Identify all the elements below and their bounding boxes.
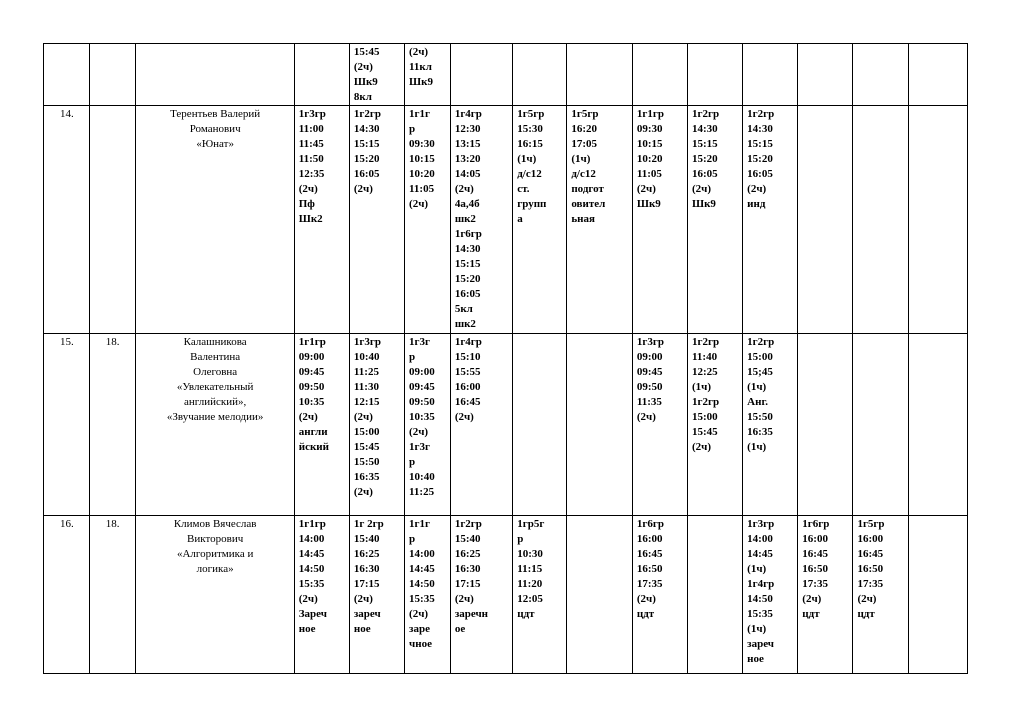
schedule-body [44,44,968,674]
schedule-line: д/с12 [571,168,596,180]
schedule-cell [798,516,853,674]
schedule-cell [908,106,967,334]
schedule-line: (2ч) [692,441,712,453]
schedule-line: 16:25 [353,548,380,560]
schedule-line: р [409,123,416,135]
schedule-cell [567,334,633,516]
schedule-line: 16:45 [857,548,884,560]
schedule-cell [513,106,567,334]
schedule-line: 11:05 [636,168,662,180]
schedule-cell [908,334,967,516]
schedule-line: 10:35 [409,411,435,423]
schedule-line: 16:25 [454,548,481,560]
schedule-line: 1г6гр [802,518,830,530]
schedule-cell [688,44,743,106]
schedule-line: а [517,213,523,225]
schedule-cell [798,106,853,334]
schedule-line: 14:30 [692,123,718,135]
schedule-line: ное [298,623,316,635]
schedule-cell [294,516,349,674]
schedule-cell [567,44,633,106]
schedule-line: 09:00 [298,351,325,363]
schedule-line: 15:20 [747,153,773,165]
teacher-cell [135,516,294,674]
schedule-cell [798,334,853,516]
schedule-line: 09:30 [409,138,435,150]
schedule-cell [853,106,908,334]
schedule-line: цдт [857,608,875,620]
schedule-line: 15:15 [692,138,718,150]
schedule-cell [743,516,798,674]
schedule-line: 09:30 [636,123,663,135]
schedule-line: (1ч) [517,153,537,165]
teacher-line: английский», [184,396,247,408]
schedule-line: 17:15 [353,578,380,590]
schedule-cell [450,334,512,516]
schedule-line: 12:05 [517,593,543,605]
schedule-line: 1г3г [409,336,431,348]
schedule-line: 1г1г [409,108,431,120]
schedule-cell [743,106,798,334]
schedule-line: (2ч) [353,486,373,498]
schedule-line: (2ч) [353,593,373,605]
row-secondary-number [89,44,135,106]
schedule-line: ое [454,623,466,635]
schedule-cell [688,106,743,334]
schedule-line: Шк2 [298,213,323,225]
schedule-line: 10:15 [636,138,663,150]
schedule-cell [294,334,349,516]
schedule-line: 1г4гр [454,108,482,120]
schedule-line: 16:00 [636,533,663,545]
schedule-line: 1г2гр [692,108,720,120]
schedule-line: 14:05 [454,168,481,180]
schedule-line: 1г2гр [353,108,381,120]
schedule-line: (1ч) [747,563,767,575]
schedule-line: 11:05 [409,183,435,195]
schedule-line: 1г 2гр [353,518,384,530]
schedule-line: 1г5гр [571,108,599,120]
schedule-line: 1г1г [409,518,431,530]
schedule-line: 10:20 [409,168,435,180]
schedule-line: 17:35 [636,578,663,590]
schedule-line: групп [517,198,547,210]
schedule-line: 15:20 [692,153,718,165]
schedule-line: 15:15 [747,138,773,150]
schedule-line: 16:35 [747,426,773,438]
schedule-line: 15:15 [454,258,481,270]
schedule-cell [349,106,404,334]
row-number: 14. [44,106,90,334]
schedule-line: (2ч) [298,593,318,605]
schedule-line: Шк9 [636,198,661,210]
schedule-cell [405,334,451,516]
schedule-line: (2ч) [636,183,656,195]
schedule-line: 15:35 [409,593,435,605]
schedule-line: 15:40 [454,533,481,545]
schedule-line: (2ч) [409,608,429,620]
schedule-line: 14:50 [409,578,435,590]
schedule-cell [349,334,404,516]
schedule-line: 14:00 [409,548,435,560]
schedule-line: 1г4гр [747,578,775,590]
schedule-line: (1ч) [747,623,767,635]
schedule-line: 15:30 [517,123,543,135]
schedule-line: 1г2гр [747,336,775,348]
schedule-line: ное [353,623,371,635]
schedule-line: Шк9 [353,76,378,88]
schedule-line: 09:45 [636,366,663,378]
schedule-line: Шк9 [409,76,433,88]
schedule-cell [632,516,687,674]
schedule-line: 16:50 [802,563,828,575]
teacher-line: «Алгоритмика и [176,548,254,560]
schedule-line: (2ч) [409,426,429,438]
schedule-line: 10:20 [636,153,663,165]
schedule-line: (2ч) [353,183,373,195]
schedule-cell [632,334,687,516]
teacher-line: Викторович [187,533,244,545]
schedule-line: 15;45 [747,366,773,378]
schedule-line: 14:45 [298,548,325,560]
schedule-line: 1г3гр [747,518,775,530]
schedule-cell [632,44,687,106]
schedule-line: 11:30 [353,381,379,393]
schedule-line: 1г2гр [692,396,720,408]
schedule-line: 15:45 [692,426,718,438]
schedule-line: 09:00 [409,366,435,378]
schedule-line: 1гр5г [517,518,545,530]
schedule-line: (2ч) [353,61,373,73]
schedule-line: 16:05 [454,288,481,300]
schedule-line: 15:10 [454,351,481,363]
schedule-line: 1г3гр [353,336,381,348]
schedule-line: 16:00 [857,533,884,545]
schedule-cell [853,44,908,106]
teacher-cell [135,106,294,334]
schedule-line: 11кл [409,61,432,73]
teacher-cell [135,44,294,106]
schedule-line: (1ч) [692,381,712,393]
schedule-cell [688,516,743,674]
schedule-line: 1г2гр [454,518,482,530]
schedule-cell [450,44,512,106]
schedule-line: 16:15 [517,138,543,150]
schedule-line: (2ч) [409,46,429,58]
schedule-line: (2ч) [353,411,373,423]
schedule-line: 11:20 [517,578,543,590]
teacher-line: «Увлекательный [176,381,254,393]
schedule-cell [294,106,349,334]
table-row [44,516,968,674]
schedule-line: Пф [298,198,315,210]
schedule-line: 15:45 [353,46,380,58]
teacher-line: Олеговна [193,366,238,378]
row-number: 16. [44,516,90,674]
schedule-line: Зареч [298,608,327,620]
schedule-line: 11:45 [298,138,324,150]
schedule-cell [294,44,349,106]
schedule-line: 11:50 [298,153,324,165]
schedule-line: (1ч) [747,441,767,453]
schedule-cell [853,516,908,674]
schedule-line: 1г6гр [636,518,664,530]
schedule-line: 14:30 [353,123,380,135]
schedule-line: (2ч) [298,411,318,423]
schedule-line: 5кл [454,303,473,315]
schedule-line: 17:15 [454,578,481,590]
schedule-line: (2ч) [636,593,656,605]
schedule-cell [450,516,512,674]
schedule-cell [567,106,633,334]
schedule-line: 13:15 [454,138,481,150]
teacher-line: «Звучание мелодии» [166,411,264,423]
schedule-line: (1ч) [571,153,591,165]
schedule-table [43,43,968,674]
schedule-line: зареч [747,638,775,650]
schedule-line: 16:05 [747,168,773,180]
schedule-line: 15:15 [353,138,380,150]
teacher-line: Романович [189,123,241,135]
schedule-line: Шк9 [692,198,716,210]
schedule-line: 15:40 [353,533,380,545]
schedule-cell [632,106,687,334]
schedule-line: инд [747,198,766,210]
schedule-cell [908,516,967,674]
schedule-cell [688,334,743,516]
schedule-cell [349,516,404,674]
schedule-cell [513,44,567,106]
schedule-line: 14:45 [747,548,773,560]
schedule-cell [349,44,404,106]
schedule-line: 16:45 [802,548,828,560]
schedule-line: 1г5гр [517,108,545,120]
schedule-cell [513,334,567,516]
schedule-line: 12:15 [353,396,380,408]
row-secondary-number: 18. [89,516,135,674]
schedule-line: 1г2гр [747,108,775,120]
schedule-line: шк2 [454,213,476,225]
schedule-line: 1г3гр [636,336,664,348]
schedule-line: 10:30 [517,548,543,560]
schedule-line: 11:25 [353,366,379,378]
schedule-line: 1г1гр [298,518,326,530]
schedule-line: 16:35 [353,471,380,483]
schedule-line: 15:00 [692,411,718,423]
schedule-line: 12:35 [298,168,325,180]
schedule-line: 8кл [353,91,372,103]
table-row [44,334,968,516]
schedule-line: цдт [802,608,820,620]
schedule-line: ное [747,653,764,665]
schedule-line: 16:30 [454,563,481,575]
schedule-line: 1г3г [409,441,431,453]
row-number [44,44,90,106]
schedule-line: 09:50 [636,381,663,393]
schedule-line: 14:30 [747,123,773,135]
schedule-line: 11:35 [636,396,662,408]
schedule-line: 09:50 [409,396,435,408]
schedule-line: 15:35 [298,578,325,590]
schedule-line: 12:25 [692,366,718,378]
schedule-line: (2ч) [454,593,474,605]
schedule-line: (1ч) [747,381,767,393]
schedule-line: 4а,4б [454,198,480,210]
table-row [44,44,968,106]
schedule-line: 11:25 [409,486,435,498]
schedule-line: 14:50 [298,563,325,575]
schedule-line: 15:55 [454,366,481,378]
schedule-line: 17:05 [571,138,597,150]
schedule-line: 16:20 [571,123,597,135]
schedule-line: 16:50 [636,563,663,575]
schedule-line: 15:45 [353,441,380,453]
schedule-line: 16:30 [353,563,380,575]
schedule-line: цдт [517,608,535,620]
schedule-line: 11:40 [692,351,718,363]
schedule-cell [743,44,798,106]
schedule-line: (2ч) [454,411,474,423]
schedule-line: 16:00 [802,533,828,545]
schedule-cell [513,516,567,674]
schedule-line: 17:35 [857,578,884,590]
schedule-cell [853,334,908,516]
teacher-line: Климов Вячеслав [173,518,257,530]
schedule-line: 10:40 [353,351,380,363]
schedule-line: 15:50 [353,456,380,468]
schedule-line: заречн [454,608,489,620]
schedule-line: 1г3гр [298,108,326,120]
schedule-line: шк2 [454,318,476,330]
teacher-line: логика» [196,563,234,575]
schedule-line: 10:40 [409,471,435,483]
schedule-line: 15:50 [747,411,773,423]
schedule-line: 16:50 [857,563,884,575]
schedule-line: (2ч) [409,198,429,210]
schedule-line: заре [409,623,430,635]
schedule-cell [567,516,633,674]
schedule-cell [405,516,451,674]
schedule-line: 1г2гр [692,336,720,348]
row-secondary-number [89,106,135,334]
schedule-line: 1г6гр [454,228,482,240]
schedule-line: овител [571,198,606,210]
schedule-line: 09:50 [298,381,325,393]
schedule-line: 15:00 [353,426,380,438]
row-secondary-number: 18. [89,334,135,516]
schedule-line: р [409,533,416,545]
schedule-line: 09:45 [298,366,325,378]
schedule-line: 1г4гр [454,336,482,348]
schedule-line: 09:45 [409,381,435,393]
teacher-line: Терентьев Валерий [170,108,261,120]
table-row [44,106,968,334]
schedule-line: 1г5гр [857,518,885,530]
schedule-cell [450,106,512,334]
schedule-line: 13:20 [454,153,481,165]
schedule-line: 15:35 [747,608,773,620]
teacher-line: «Юнат» [196,138,234,150]
schedule-line: (2ч) [636,411,656,423]
schedule-line: 11:00 [298,123,324,135]
schedule-line: ст. [517,183,530,195]
teacher-line: Валентина [190,351,241,363]
schedule-line: Анг. [747,396,768,408]
schedule-line: р [409,351,416,363]
schedule-cell [405,106,451,334]
schedule-line: 16:45 [454,396,481,408]
schedule-cell [405,44,451,106]
schedule-line: зареч [353,608,381,620]
schedule-line: ьная [571,213,595,225]
schedule-line: йский [298,441,329,453]
schedule-line: 10:35 [298,396,325,408]
schedule-line: англи [298,426,328,438]
schedule-line: 11:15 [517,563,543,575]
schedule-line: 1г1гр [298,336,326,348]
schedule-line: 15:20 [353,153,380,165]
schedule-cell [908,44,967,106]
schedule-line: 16:05 [692,168,718,180]
schedule-line: (2ч) [747,183,767,195]
schedule-line: чное [409,638,432,650]
schedule-line: 09:00 [636,351,663,363]
schedule-cell [798,44,853,106]
schedule-line: (2ч) [857,593,877,605]
schedule-line: подгот [571,183,604,195]
schedule-line: 15:00 [747,351,773,363]
schedule-line: 15:20 [454,273,481,285]
schedule-line: 12:30 [454,123,481,135]
schedule-line: (2ч) [692,183,712,195]
row-number: 15. [44,334,90,516]
schedule-line: д/с12 [517,168,542,180]
schedule-line: 14:45 [409,563,435,575]
schedule-line: р [409,456,416,468]
schedule-line: р [517,533,524,545]
schedule-line: 17:35 [802,578,828,590]
schedule-line: 10:15 [409,153,435,165]
schedule-line: (2ч) [802,593,822,605]
schedule-line: (2ч) [454,183,474,195]
teacher-line: Калашникова [183,336,247,348]
schedule-line: 14:30 [454,243,481,255]
schedule-line: 14:00 [298,533,325,545]
schedule-line: 1г1гр [636,108,664,120]
schedule-line: цдт [636,608,655,620]
schedule-cell [743,334,798,516]
teacher-cell [135,334,294,516]
schedule-line: 16:45 [636,548,663,560]
schedule-line: 16:00 [454,381,481,393]
schedule-line: 14:00 [747,533,773,545]
schedule-line: (2ч) [298,183,318,195]
schedule-line: 14:50 [747,593,773,605]
schedule-line: 16:05 [353,168,380,180]
